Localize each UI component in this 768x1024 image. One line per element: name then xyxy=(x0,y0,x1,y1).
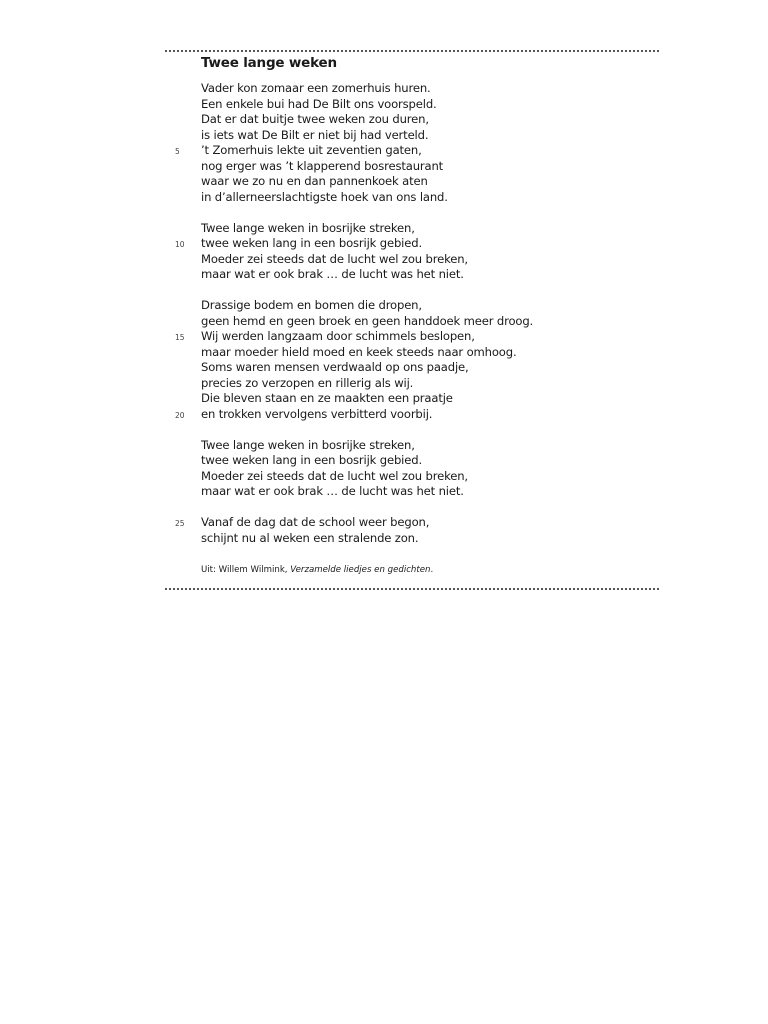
poem-line: ’t Zomerhuis lekte uit zeventien gaten, xyxy=(201,143,422,157)
poem-line: Die bleven staan en ze maakten een praatje xyxy=(201,391,453,405)
poem-title: Twee lange weken xyxy=(201,55,337,71)
poem-line: Drassige bodem en bomen die dropen, xyxy=(201,298,422,312)
poem-line: in d’allerneerslachtigste hoek van ons land. xyxy=(201,189,448,204)
poem-line: maar moeder hield moed en keek steeds naar omhoog. xyxy=(201,344,517,359)
poem-line: waar we zo nu en dan pannenkoek aten xyxy=(201,174,428,188)
line-number: 10 xyxy=(175,240,185,249)
poem-line: geen hemd en geen broek en geen handdoek meer droog. xyxy=(201,313,534,328)
top-dotted-rule xyxy=(165,50,659,52)
poem-line: en trokken vervolgens verbitterd voorbij. xyxy=(201,406,433,421)
poem-line: precies zo verzopen en rillerig als wij. xyxy=(201,375,414,390)
poem-line: Vanaf de dag dat de school weer begon, xyxy=(201,515,430,529)
poem-line: Moeder zei steeds dat de lucht wel zou breken, xyxy=(201,251,468,266)
poem-line: Een enkele bui had De Bilt ons voorspeld. xyxy=(201,96,437,111)
source-suffix: . xyxy=(430,565,434,575)
poem-line: Dat er dat buitje twee weken zou duren, xyxy=(201,112,429,126)
poem-line: twee weken lang in een bosrijk gebied. xyxy=(201,236,422,250)
poem-line: Soms waren mensen verdwaald op ons paadje, xyxy=(201,360,469,374)
line-number: 15 xyxy=(175,333,185,342)
poem-line: nog erger was ’t klapperend bosrestaurant xyxy=(201,158,444,173)
bottom-dotted-rule xyxy=(165,588,659,590)
poem-line: maar wat er ook brak … de lucht was het niet. xyxy=(201,267,464,281)
source-prefix: Uit: Willem Wilmink, xyxy=(201,565,291,575)
poem-line: is iets wat De Bilt er niet bij had verteld. xyxy=(201,127,429,142)
poem-line: Vader kon zomaar een zomerhuis huren. xyxy=(201,81,431,95)
poem-line: schijnt nu al weken een stralende zon. xyxy=(201,530,419,545)
poem-line: maar wat er ook brak … de lucht was het niet. xyxy=(201,484,464,498)
source-book-title: Verzamelde liedjes en gedichten xyxy=(290,565,431,575)
poem-source xyxy=(201,564,433,576)
poem-line: Moeder zei steeds dat de lucht wel zou breken, xyxy=(201,468,468,483)
poem-line: Twee lange weken in bosrijke streken, xyxy=(201,437,415,452)
poem-line: twee weken lang in een bosrijk gebied. xyxy=(201,453,422,467)
line-number: 5 xyxy=(175,147,180,156)
line-number: 25 xyxy=(175,519,185,528)
line-number: 20 xyxy=(175,410,185,420)
poem-line: Wij werden langzaam door schimmels beslopen, xyxy=(201,329,475,343)
poem-line: Twee lange weken in bosrijke streken, xyxy=(201,220,415,235)
